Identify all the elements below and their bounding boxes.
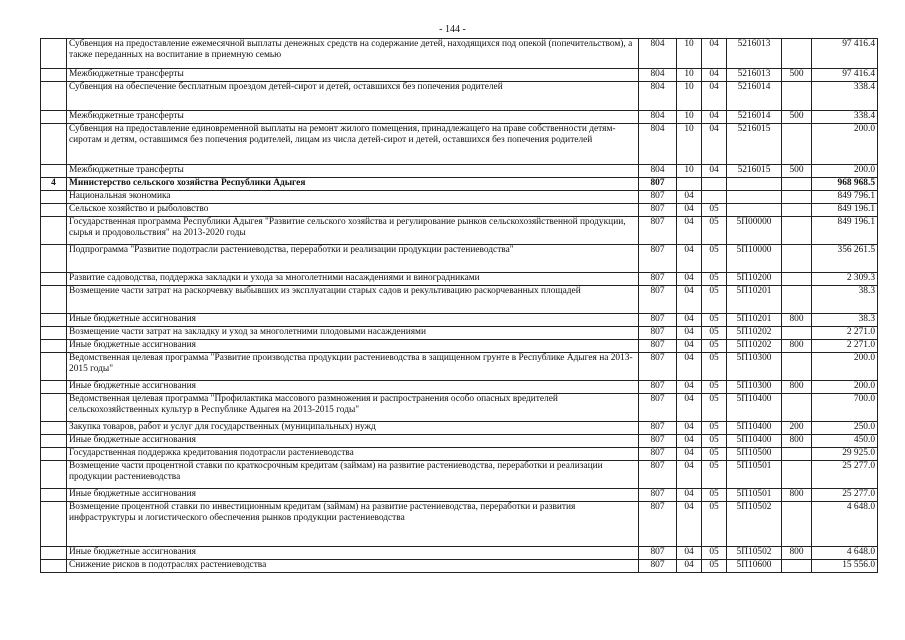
amount-cell: 200.0	[812, 381, 878, 394]
subsection-code-cell: 04	[702, 39, 727, 69]
target-article-cell: 5П10400	[727, 394, 782, 422]
row-name-cell: Иные бюджетные ассигнования	[67, 381, 639, 394]
row-number-cell	[41, 245, 67, 273]
subsection-code-cell: 05	[702, 502, 727, 547]
amount-cell: 450.0	[812, 435, 878, 448]
subsection-code-cell: 05	[702, 314, 727, 327]
row-name-cell: Межбюджетные трансферты	[67, 165, 639, 178]
target-article-cell: 5П10300	[727, 381, 782, 394]
target-article-cell: 5П10201	[727, 286, 782, 314]
ministry-code-cell: 807	[639, 204, 677, 217]
budget-table	[40, 38, 878, 573]
section-code-cell	[677, 178, 702, 191]
section-code-cell: 04	[677, 448, 702, 461]
row-number-cell	[41, 489, 67, 502]
row-number-cell	[41, 165, 67, 178]
subsection-code-cell: 04	[702, 82, 727, 111]
page-number: - 144 -	[439, 24, 466, 35]
amount-cell: 38.3	[812, 286, 878, 314]
row-number-cell	[41, 286, 67, 314]
table-row	[41, 286, 878, 314]
ministry-code-cell: 807	[639, 245, 677, 273]
expense-type-cell	[782, 217, 812, 245]
table-row	[41, 560, 878, 573]
ministry-code-cell: 804	[639, 39, 677, 69]
row-name-cell: Закупка товаров, работ и услуг для государственных (муниципальных) нужд	[67, 422, 639, 435]
subsection-code-cell: 04	[702, 124, 727, 165]
section-code-cell: 04	[677, 353, 702, 381]
section-code-cell: 10	[677, 82, 702, 111]
expense-type-cell: 800	[782, 489, 812, 502]
amount-cell: 849 196.1	[812, 217, 878, 245]
row-number-cell	[41, 394, 67, 422]
row-number-cell	[41, 461, 67, 489]
table-row	[41, 422, 878, 435]
target-article-cell: 5П10501	[727, 461, 782, 489]
row-name-cell: Субвенция на предоставление ежемесячной выплаты денежных средств на содержание детей, находящихся под опекой (попечительством), а также переданных на воспитание в приемную семью	[67, 39, 639, 69]
table-row	[41, 394, 878, 422]
expense-type-cell: 800	[782, 340, 812, 353]
expense-type-cell: 200	[782, 422, 812, 435]
expense-type-cell	[782, 394, 812, 422]
row-name-cell: Ведомственная целевая программа "Профилактика массового размножения и распространения особо опасных вредителей сельскохозяйственных культур в Республике Адыгея на 2013-2015 годы"	[67, 394, 639, 422]
amount-cell: 2 271.0	[812, 340, 878, 353]
expense-type-cell: 500	[782, 165, 812, 178]
ministry-code-cell: 804	[639, 124, 677, 165]
subsection-code-cell: 05	[702, 560, 727, 573]
subsection-code-cell: 04	[702, 69, 727, 82]
table-row	[41, 273, 878, 286]
amount-cell: 4 648.0	[812, 502, 878, 547]
row-name-cell: Иные бюджетные ассигнования	[67, 340, 639, 353]
table-row	[41, 461, 878, 489]
amount-cell: 25 277.0	[812, 461, 878, 489]
table-row	[41, 178, 878, 191]
row-name-cell: Ведомственная целевая программа "Развитие производства продукции растениеводства в защищенном грунте в Республике Адыгея на 2013-2015 годы"	[67, 353, 639, 381]
target-article-cell: 5П10400	[727, 422, 782, 435]
section-code-cell: 04	[677, 394, 702, 422]
row-number-cell	[41, 217, 67, 245]
row-number-cell	[41, 111, 67, 124]
row-name-cell: Подпрограмма "Развитие подотрасли растениеводства, переработки и реализации продукции растениеводства"	[67, 245, 639, 273]
section-code-cell: 04	[677, 340, 702, 353]
amount-cell: 38.3	[812, 314, 878, 327]
row-name-cell: Межбюджетные трансферты	[67, 111, 639, 124]
ministry-code-cell: 807	[639, 217, 677, 245]
expense-type-cell: 500	[782, 111, 812, 124]
table-row	[41, 353, 878, 381]
table-row	[41, 381, 878, 394]
expense-type-cell: 500	[782, 69, 812, 82]
ministry-code-cell: 807	[639, 340, 677, 353]
target-article-cell: 5216015	[727, 124, 782, 165]
target-article-cell: 5П10300	[727, 353, 782, 381]
table-row	[41, 69, 878, 82]
expense-type-cell	[782, 273, 812, 286]
amount-cell: 338.4	[812, 82, 878, 111]
section-code-cell: 04	[677, 422, 702, 435]
row-number-cell	[41, 327, 67, 340]
target-article-cell: 5216015	[727, 165, 782, 178]
section-code-cell: 04	[677, 245, 702, 273]
target-article-cell	[727, 204, 782, 217]
amount-cell: 849 196.1	[812, 204, 878, 217]
target-article-cell: 5П10202	[727, 327, 782, 340]
amount-cell: 200.0	[812, 165, 878, 178]
ministry-code-cell: 807	[639, 502, 677, 547]
amount-cell: 4 648.0	[812, 547, 878, 560]
ministry-code-cell: 807	[639, 286, 677, 314]
table-row	[41, 165, 878, 178]
target-article-cell: 5П10600	[727, 560, 782, 573]
ministry-code-cell: 807	[639, 461, 677, 489]
target-article-cell: 5П10200	[727, 273, 782, 286]
table-row	[41, 217, 878, 245]
table-row	[41, 448, 878, 461]
row-name-cell: Межбюджетные трансферты	[67, 69, 639, 82]
table-row	[41, 314, 878, 327]
row-name-cell: Субвенция на предоставление единовременной выплаты на ремонт жилого помещения, принадлежащего на праве собственности детям-сиротам и детям, оставшимся без попечения родителей, лицам из числа детей-сирот и детей, оставшихся без попечения родителей	[67, 124, 639, 165]
subsection-code-cell: 05	[702, 204, 727, 217]
amount-cell: 250.0	[812, 422, 878, 435]
table-row	[41, 245, 878, 273]
target-article-cell: 5216013	[727, 69, 782, 82]
row-number-cell: 4	[41, 178, 67, 191]
target-article-cell: 5216014	[727, 82, 782, 111]
section-code-cell: 04	[677, 381, 702, 394]
section-code-cell: 04	[677, 461, 702, 489]
target-article-cell: 5П10000	[727, 245, 782, 273]
expense-type-cell: 800	[782, 435, 812, 448]
expense-type-cell	[782, 448, 812, 461]
expense-type-cell	[782, 191, 812, 204]
section-code-cell: 04	[677, 560, 702, 573]
row-number-cell	[41, 560, 67, 573]
section-code-cell: 04	[677, 547, 702, 560]
section-code-cell: 04	[677, 435, 702, 448]
row-name-cell: Возмещение процентной ставки по инвестиционным кредитам (займам) на развитие растениеводства, переработки и развития инфраструктуры и логистического обеспечения рынков продукции растениеводства	[67, 502, 639, 547]
row-name-cell: Возмещение части процентной ставки по краткосрочным кредитам (займам) на развитие растениеводства, переработки и реализации продукции растениеводства	[67, 461, 639, 489]
table-row	[41, 39, 878, 69]
ministry-code-cell: 807	[639, 191, 677, 204]
row-number-cell	[41, 422, 67, 435]
subsection-code-cell: 05	[702, 286, 727, 314]
row-name-cell: Министерство сельского хозяйства Республики Адыгея	[67, 178, 639, 191]
subsection-code-cell: 05	[702, 435, 727, 448]
budget-table-body	[41, 39, 878, 573]
row-name-cell: Иные бюджетные ассигнования	[67, 314, 639, 327]
target-article-cell: 5216014	[727, 111, 782, 124]
ministry-code-cell: 804	[639, 165, 677, 178]
subsection-code-cell: 05	[702, 327, 727, 340]
subsection-code-cell: 04	[702, 165, 727, 178]
amount-cell: 200.0	[812, 124, 878, 165]
expense-type-cell	[782, 353, 812, 381]
target-article-cell	[727, 178, 782, 191]
expense-type-cell	[782, 502, 812, 547]
row-name-cell: Государственная поддержка кредитования подотрасли растениеводства	[67, 448, 639, 461]
expense-type-cell	[782, 461, 812, 489]
row-number-cell	[41, 124, 67, 165]
expense-type-cell: 800	[782, 381, 812, 394]
ministry-code-cell: 807	[639, 353, 677, 381]
section-code-cell: 10	[677, 124, 702, 165]
amount-cell: 849 796.1	[812, 191, 878, 204]
amount-cell: 200.0	[812, 353, 878, 381]
expense-type-cell	[782, 327, 812, 340]
ministry-code-cell: 807	[639, 314, 677, 327]
ministry-code-cell: 807	[639, 178, 677, 191]
row-number-cell	[41, 39, 67, 69]
row-name-cell: Возмещение части затрат на раскорчевку выбывших из эксплуатации старых садов и рекультивацию раскорчеванных площадей	[67, 286, 639, 314]
table-row	[41, 191, 878, 204]
expense-type-cell	[782, 204, 812, 217]
row-name-cell: Снижение рисков в подотраслях растениеводства	[67, 560, 639, 573]
section-code-cell: 10	[677, 69, 702, 82]
row-name-cell: Развитие садоводства, поддержка закладки и ухода за многолетними насаждениями и виноградниками	[67, 273, 639, 286]
expense-type-cell	[782, 178, 812, 191]
ministry-code-cell: 807	[639, 394, 677, 422]
ministry-code-cell: 807	[639, 381, 677, 394]
row-name-cell: Сельское хозяйство и рыболовство	[67, 204, 639, 217]
subsection-code-cell: 05	[702, 273, 727, 286]
table-row	[41, 111, 878, 124]
target-article-cell: 5П10501	[727, 489, 782, 502]
subsection-code-cell: 05	[702, 340, 727, 353]
target-article-cell: 5П10202	[727, 340, 782, 353]
subsection-code-cell: 05	[702, 422, 727, 435]
row-number-cell	[41, 340, 67, 353]
amount-cell: 700.0	[812, 394, 878, 422]
row-number-cell	[41, 204, 67, 217]
expense-type-cell: 800	[782, 314, 812, 327]
subsection-code-cell: 05	[702, 217, 727, 245]
row-name-cell: Возмещение части затрат на закладку и уход за многолетними плодовыми насаждениями	[67, 327, 639, 340]
amount-cell: 968 968.5	[812, 178, 878, 191]
subsection-code-cell: 05	[702, 245, 727, 273]
expense-type-cell	[782, 124, 812, 165]
row-name-cell: Субвенция на обеспечение бесплатным проездом детей-сирот и детей, оставшихся без попечения родителей	[67, 82, 639, 111]
row-number-cell	[41, 191, 67, 204]
section-code-cell: 04	[677, 327, 702, 340]
section-code-cell: 10	[677, 39, 702, 69]
amount-cell: 2 309.3	[812, 273, 878, 286]
expense-type-cell	[782, 286, 812, 314]
target-article-cell: 5П10502	[727, 502, 782, 547]
subsection-code-cell: 05	[702, 448, 727, 461]
row-number-cell	[41, 69, 67, 82]
target-article-cell: 5П10502	[727, 547, 782, 560]
amount-cell: 15 556.0	[812, 560, 878, 573]
amount-cell: 2 271.0	[812, 327, 878, 340]
amount-cell: 338.4	[812, 111, 878, 124]
subsection-code-cell	[702, 178, 727, 191]
row-name-cell: Иные бюджетные ассигнования	[67, 435, 639, 448]
expense-type-cell	[782, 39, 812, 69]
row-name-cell: Национальная экономика	[67, 191, 639, 204]
row-name-cell: Иные бюджетные ассигнования	[67, 547, 639, 560]
row-number-cell	[41, 381, 67, 394]
section-code-cell: 04	[677, 314, 702, 327]
table-row	[41, 124, 878, 165]
expense-type-cell	[782, 82, 812, 111]
table-row	[41, 82, 878, 111]
ministry-code-cell: 807	[639, 547, 677, 560]
subsection-code-cell: 04	[702, 111, 727, 124]
row-number-cell	[41, 353, 67, 381]
section-code-cell: 04	[677, 204, 702, 217]
amount-cell: 97 416.4	[812, 39, 878, 69]
subsection-code-cell: 05	[702, 489, 727, 502]
section-code-cell: 04	[677, 191, 702, 204]
subsection-code-cell: 05	[702, 381, 727, 394]
ministry-code-cell: 804	[639, 82, 677, 111]
expense-type-cell	[782, 245, 812, 273]
row-number-cell	[41, 502, 67, 547]
target-article-cell: 5216013	[727, 39, 782, 69]
table-row	[41, 547, 878, 560]
expense-type-cell	[782, 560, 812, 573]
section-code-cell: 04	[677, 502, 702, 547]
row-number-cell	[41, 82, 67, 111]
amount-cell: 25 277.0	[812, 489, 878, 502]
section-code-cell: 04	[677, 273, 702, 286]
amount-cell: 29 925.0	[812, 448, 878, 461]
ministry-code-cell: 807	[639, 273, 677, 286]
amount-cell: 356 261.5	[812, 245, 878, 273]
section-code-cell: 04	[677, 286, 702, 314]
section-code-cell: 10	[677, 111, 702, 124]
table-row	[41, 502, 878, 547]
row-name-cell: Иные бюджетные ассигнования	[67, 489, 639, 502]
table-row	[41, 340, 878, 353]
target-article-cell: 5П10201	[727, 314, 782, 327]
subsection-code-cell: 05	[702, 394, 727, 422]
subsection-code-cell	[702, 191, 727, 204]
row-number-cell	[41, 314, 67, 327]
table-row	[41, 204, 878, 217]
ministry-code-cell: 807	[639, 489, 677, 502]
ministry-code-cell: 807	[639, 448, 677, 461]
target-article-cell: 5П00000	[727, 217, 782, 245]
expense-type-cell: 800	[782, 547, 812, 560]
amount-cell: 97 416.4	[812, 69, 878, 82]
row-number-cell	[41, 435, 67, 448]
row-number-cell	[41, 547, 67, 560]
section-code-cell: 04	[677, 489, 702, 502]
target-article-cell	[727, 191, 782, 204]
ministry-code-cell: 804	[639, 111, 677, 124]
ministry-code-cell: 807	[639, 560, 677, 573]
section-code-cell: 04	[677, 217, 702, 245]
section-code-cell: 10	[677, 165, 702, 178]
ministry-code-cell: 804	[639, 69, 677, 82]
table-row	[41, 489, 878, 502]
target-article-cell: 5П10400	[727, 435, 782, 448]
table-row	[41, 435, 878, 448]
row-number-cell	[41, 448, 67, 461]
target-article-cell: 5П10500	[727, 448, 782, 461]
subsection-code-cell: 05	[702, 461, 727, 489]
ministry-code-cell: 807	[639, 435, 677, 448]
ministry-code-cell: 807	[639, 422, 677, 435]
ministry-code-cell: 807	[639, 327, 677, 340]
subsection-code-cell: 05	[702, 353, 727, 381]
row-number-cell	[41, 273, 67, 286]
subsection-code-cell: 05	[702, 547, 727, 560]
table-row	[41, 327, 878, 340]
row-name-cell: Государственная программа Республики Адыгея "Развитие сельского хозяйства и регулирование рынков сельскохозяйственной продукции, сырья и продовольствия" на 2013-2020 годы	[67, 217, 639, 245]
